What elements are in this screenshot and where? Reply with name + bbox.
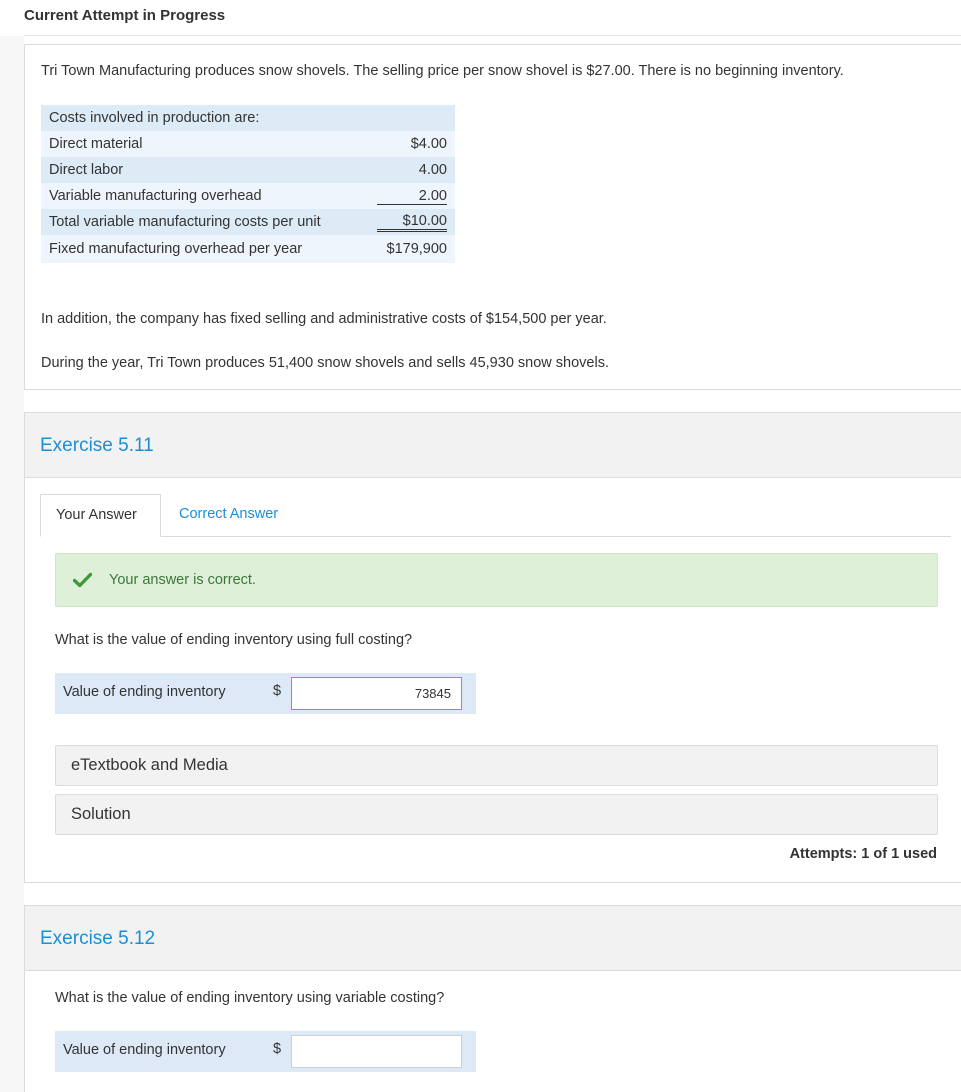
- question-text: What is the value of ending inventory using variable costing?: [55, 990, 445, 1006]
- cost-amount: 4.00: [418, 162, 447, 178]
- exercise-5-11-card: [24, 412, 961, 883]
- tab-correct-answer[interactable]: Correct Answer: [179, 506, 279, 522]
- cost-row: [41, 183, 455, 209]
- exercise-header: [25, 906, 961, 971]
- etextbook-label: eTextbook and Media: [71, 756, 228, 774]
- problem-production: During the year, Tri Town produces 51,400 snow shovels and sells 45,930 snow shovels.: [41, 355, 609, 371]
- answer-label: Value of ending inventory: [63, 684, 226, 700]
- answer-label: Value of ending inventory: [63, 1042, 226, 1058]
- attempts-counter: Attempts: 1 of 1 used: [789, 846, 937, 862]
- etextbook-media-button[interactable]: [55, 745, 938, 786]
- cost-amount: $179,900: [386, 241, 447, 257]
- answer-row: [55, 673, 476, 714]
- cost-table-header: Costs involved in production are:: [41, 105, 455, 131]
- cost-row-total: [41, 209, 455, 235]
- exercise-header: [25, 413, 961, 478]
- question-text: What is the value of ending inventory using full costing?: [55, 632, 413, 648]
- tab-your-answer[interactable]: Your Answer: [40, 494, 161, 537]
- exercise-title: Exercise 5.12: [40, 928, 156, 949]
- cost-label: Direct material: [41, 131, 369, 157]
- cost-amount: $4.00: [410, 136, 447, 152]
- cost-row: [41, 235, 455, 263]
- solution-button[interactable]: [55, 794, 938, 835]
- currency-symbol: $: [273, 1041, 282, 1057]
- problem-intro: Tri Town Manufacturing produces snow shovels. The selling price per snow shovel is $27.00. There is no beginning inventory.: [41, 63, 844, 79]
- ending-inventory-input[interactable]: [291, 677, 462, 710]
- cost-amount: 2.00: [377, 188, 447, 205]
- title-divider: [24, 35, 961, 36]
- checkmark-icon: [73, 572, 92, 588]
- left-gutter: [0, 36, 24, 1092]
- answer-row: [55, 1031, 476, 1072]
- cost-row: [41, 157, 455, 183]
- feedback-text: Your answer is correct.: [109, 572, 256, 588]
- problem-additional-costs: In addition, the company has fixed selling and administrative costs of $154,500 per year.: [41, 311, 607, 327]
- cost-table-header-row: [41, 105, 455, 131]
- cost-label: Total variable manufacturing costs per unit: [41, 209, 369, 235]
- exercise-5-12-card: [24, 905, 961, 1092]
- cost-label: Variable manufacturing overhead: [41, 183, 369, 209]
- correct-feedback-banner: [55, 553, 938, 607]
- cost-label: Fixed manufacturing overhead per year: [41, 235, 369, 263]
- cost-row: [41, 131, 455, 157]
- cost-label: Direct labor: [41, 157, 369, 183]
- solution-label: Solution: [71, 805, 131, 823]
- exercise-title: Exercise 5.11: [40, 435, 154, 456]
- currency-symbol: $: [273, 683, 282, 699]
- cost-table: [41, 105, 455, 263]
- ending-inventory-input[interactable]: [291, 1035, 462, 1068]
- cost-amount: $10.00: [377, 213, 447, 232]
- problem-card: [24, 44, 961, 390]
- answer-tabs: [40, 494, 951, 537]
- page-title: Current Attempt in Progress: [24, 7, 226, 24]
